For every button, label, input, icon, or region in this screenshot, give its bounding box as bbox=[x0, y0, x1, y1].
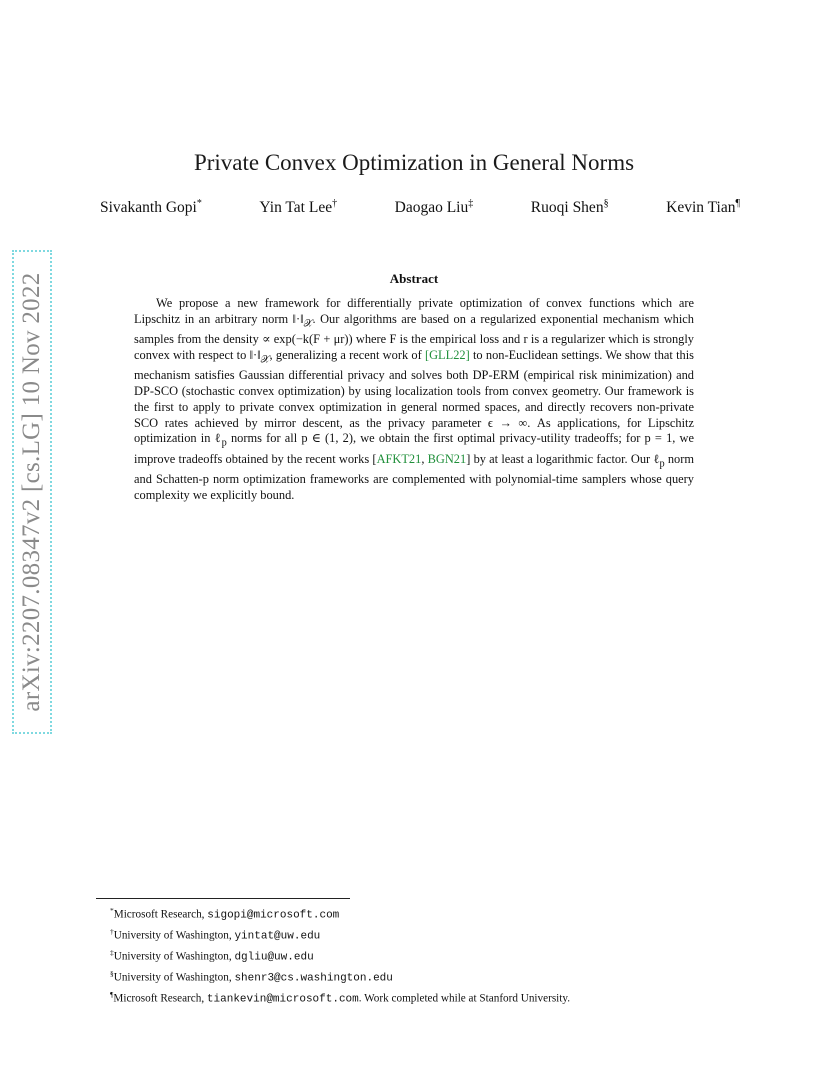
author-list bbox=[100, 198, 740, 217]
arxiv-stamp bbox=[12, 250, 52, 734]
email-link[interactable]: dgliu@uw.edu bbox=[234, 951, 314, 964]
citation-link[interactable]: [GLL22] bbox=[424, 347, 470, 362]
email-link[interactable]: sigopi@microsoft.com bbox=[207, 909, 340, 922]
author: Ruoqi Shen§ bbox=[530, 198, 609, 217]
abstract-heading: Abstract bbox=[389, 271, 439, 286]
arxiv-stamp-text: arXiv:2207.08347v2 [cs.LG] 10 Nov 2022 bbox=[18, 272, 45, 712]
footnote-rule bbox=[96, 898, 350, 899]
paper-title: Private Convex Optimization in General Norms bbox=[193, 150, 635, 175]
email-link[interactable]: tiankevin@microsoft.com bbox=[206, 993, 359, 1006]
footnote: †University of Washington, yintat@uw.edu bbox=[110, 926, 321, 943]
author: Daogao Liu‡ bbox=[394, 198, 474, 217]
email-link[interactable]: shenr3@cs.washington.edu bbox=[234, 972, 393, 985]
author: Yin Tat Lee† bbox=[259, 198, 338, 217]
author: Kevin Tian¶ bbox=[666, 198, 740, 217]
footnote: ‡University of Washington, dgliu@uw.edu bbox=[110, 947, 314, 964]
footnote: *Microsoft Research, sigopi@microsoft.com bbox=[110, 906, 340, 922]
abstract-body: We propose a new framework for differentially private optimization of convex functions which are Lipschitz in an arbitrary norm $‖\cdot‖_𝒳$. Our algorithms are based on a regularized exponential mechanism which samples from the density ∝ exp(−k(F + μr)) where F is the empirical loss and r is a regularizer which is strongly convex with respect to $‖\cdot‖_𝒳$, generalizing a recent work of [GLL22] to non-Euclidean settings. We show that this mechanism satisfies Gaussian differential privacy and solves both DP-ERM (empirical risk minimization) and DP-SCO (stochastic convex optimization) by using localization tools from convex geometry. Our framework is the first to apply to private convex optimization in general normed spaces, and directly recovers non-private SCO rates achieved by mirror descent, as the privacy parameter ϵ → ∞. As applications, for Lipschitz optimization in ℓ$_p$ norms for all p ∈ (1, 2), we obtain the first optimal privacy-utility tradeoffs; for p = 1, we improve tradeoffs obtained by the recent works [AFKT21, BGN21] by at least a logarithmic factor. Our ℓ$_p$ norm and Schatten-p norm optimization frameworks are complemented with polynomial-time samplers whose query complexity we explicitly bound. bbox=[134, 296, 695, 502]
footnote: §University of Washington, shenr3@cs.washington.edu bbox=[110, 968, 393, 985]
email-link[interactable]: yintat@uw.edu bbox=[234, 930, 321, 943]
footnote: ¶Microsoft Research, tiankevin@microsoft.com. Work completed while at Stanford University. bbox=[110, 989, 571, 1006]
citation-link[interactable]: BGN21 bbox=[427, 451, 467, 466]
author: Sivakanth Gopi* bbox=[100, 198, 202, 217]
footnotes bbox=[110, 903, 730, 1008]
citation-link[interactable]: AFKT21 bbox=[376, 451, 422, 466]
